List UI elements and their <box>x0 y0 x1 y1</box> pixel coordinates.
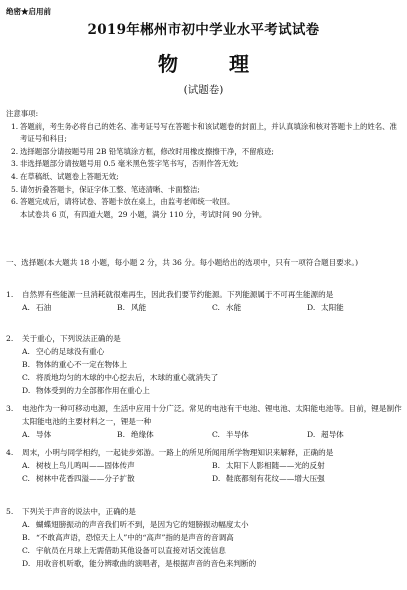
instructions <box>6 108 402 221</box>
instruction-item <box>6 196 402 209</box>
option-d: D. 太阳能 <box>307 303 344 312</box>
option-c: C. 水能 <box>212 303 242 312</box>
option-row <box>6 428 402 441</box>
option-c: C. 半导体 <box>212 430 249 439</box>
exam-summary: 本试卷共 6 页，有四道大题，29 小题，满分 110 分，考试时间 90 分钟。 <box>20 209 267 219</box>
instruction-text: 非选择题部分请按题号用 0.5 毫米黑色签字笔书写，否则作答无效; <box>20 159 239 169</box>
option-a: A. 导体 <box>22 430 52 439</box>
instruction-text: 答题前，考生务必将自己的姓名、准考证号写在答题卡和该试题卷的封面上，并认真填涂和核对答题卡上的姓名、准考证号和科目; <box>20 121 397 144</box>
option-c: C. 树林中花香四溢——分子扩散 <box>22 474 135 483</box>
option-a: A. 树枝上鸟儿鸣叫——固体传声 <box>22 461 135 470</box>
option-d: D. 用收音机听歌，能分辨歌曲的演唱者，是根据声音的音色来判断的 <box>22 559 257 568</box>
instruction-item <box>6 184 402 197</box>
secret-mark: 绝密★启用前 <box>6 7 51 16</box>
question-text: 自然界有些能源一旦消耗就很难再生，因此我们要节约能源。下列能源属于不可再生能源的是 <box>22 290 334 299</box>
option-d: D. 物体受到的力全部都作用在重心上 <box>22 386 150 395</box>
question-text: 电池作为一种可移动电源，生活中应用十分广泛。常见的电池有干电池、锂电池、太阳能电池等。目前，锂是制作太阳能电池的主要材料之一，锂是一种 <box>22 404 402 426</box>
option-c: C. 将质地均匀的木球的中心挖去后，木球的重心就消失了 <box>22 373 219 382</box>
instruction-item <box>6 146 402 159</box>
exam-title: 2019年郴州市初中学业水平考试试卷 <box>87 22 320 38</box>
option-c: C. 宇航员在月球上无需借助其他设备可以直接对话交流信息 <box>22 546 226 555</box>
instruction-text: 请勿折叠答题卡，保证字体工整、笔迹清晰、卡面整洁; <box>20 184 200 194</box>
question-stem <box>6 402 402 428</box>
question-stem <box>6 288 402 301</box>
instruction-item <box>6 171 402 184</box>
question-text: 关于重心，下列说法正确的是 <box>22 334 121 343</box>
option-b: B. “不敢高声语，恐惊天上人”中的“高声”指的是声音的音调高 <box>22 533 234 542</box>
option-a: A. 蝴蝶翅膀振动的声音我们听不到，是因为它的翅膀振动幅度太小 <box>22 520 249 529</box>
question-1 <box>6 288 402 314</box>
paper-type-label: (试题卷) <box>183 84 224 96</box>
section-title: 一、选择题(本大题共 18 小题，每小题 2 分，共 36 分。每小题给出的选项中，只有一项符合题目要求。) <box>6 258 359 267</box>
instruction-number: 1. <box>11 121 19 131</box>
question-stem <box>6 332 402 345</box>
option-row <box>6 472 402 485</box>
instruction-number: 6. <box>11 197 19 207</box>
instruction-text: 选择题部分请按题号用 2B 铅笔填涂方框，修改时用橡皮擦擦干净，不留痕迹; <box>20 146 274 156</box>
question-4 <box>6 446 402 485</box>
section-one <box>6 256 402 269</box>
question-stem <box>6 446 402 459</box>
question-text: 下列关于声音的说法中，正确的是 <box>22 507 136 516</box>
option-a: A. 石油 <box>22 303 52 312</box>
question-number: 1. <box>6 290 14 299</box>
question-2 <box>6 332 402 397</box>
option-b: B. 太阳下人影相随——光的反射 <box>212 461 325 470</box>
instruction-item <box>6 158 402 171</box>
instruction-text: 答题完成后，请将试卷、答题卡放在桌上，由监考老师统一收回。 <box>20 197 235 207</box>
question-5 <box>6 505 402 570</box>
option-b: B. 风能 <box>117 303 147 312</box>
instruction-number: 5. <box>11 184 19 194</box>
option-d: D. 超导体 <box>307 430 344 439</box>
option-b: B. 绝缘体 <box>117 430 154 439</box>
question-number: 4. <box>6 448 14 457</box>
question-stem <box>6 505 402 518</box>
question-number: 5. <box>6 507 14 516</box>
option-d: D. 鞋底都刻有花纹——增大压强 <box>212 474 325 483</box>
subject-title: 物 理 <box>158 52 271 76</box>
option-row <box>6 301 402 314</box>
option-b: B. 物体的重心不一定在物体上 <box>22 360 128 369</box>
instruction-number: 3. <box>11 159 19 169</box>
instructions-heading: 注意事项: <box>6 109 39 118</box>
instruction-item <box>6 121 402 146</box>
option-a: A. 空心的足球没有重心 <box>22 347 105 356</box>
question-number: 3. <box>6 404 14 413</box>
question-3 <box>6 402 402 441</box>
question-number: 2. <box>6 334 14 343</box>
question-text: 周末，小明与同学相约，一起徒步郊游。一路上的所见所闻用所学物理知识来解释，正确的是 <box>22 448 334 457</box>
instruction-number: 2. <box>11 146 19 156</box>
instruction-text: 在草稿纸、试题卷上答题无效; <box>20 171 119 181</box>
option-row <box>6 459 402 472</box>
instruction-number: 4. <box>11 171 19 181</box>
